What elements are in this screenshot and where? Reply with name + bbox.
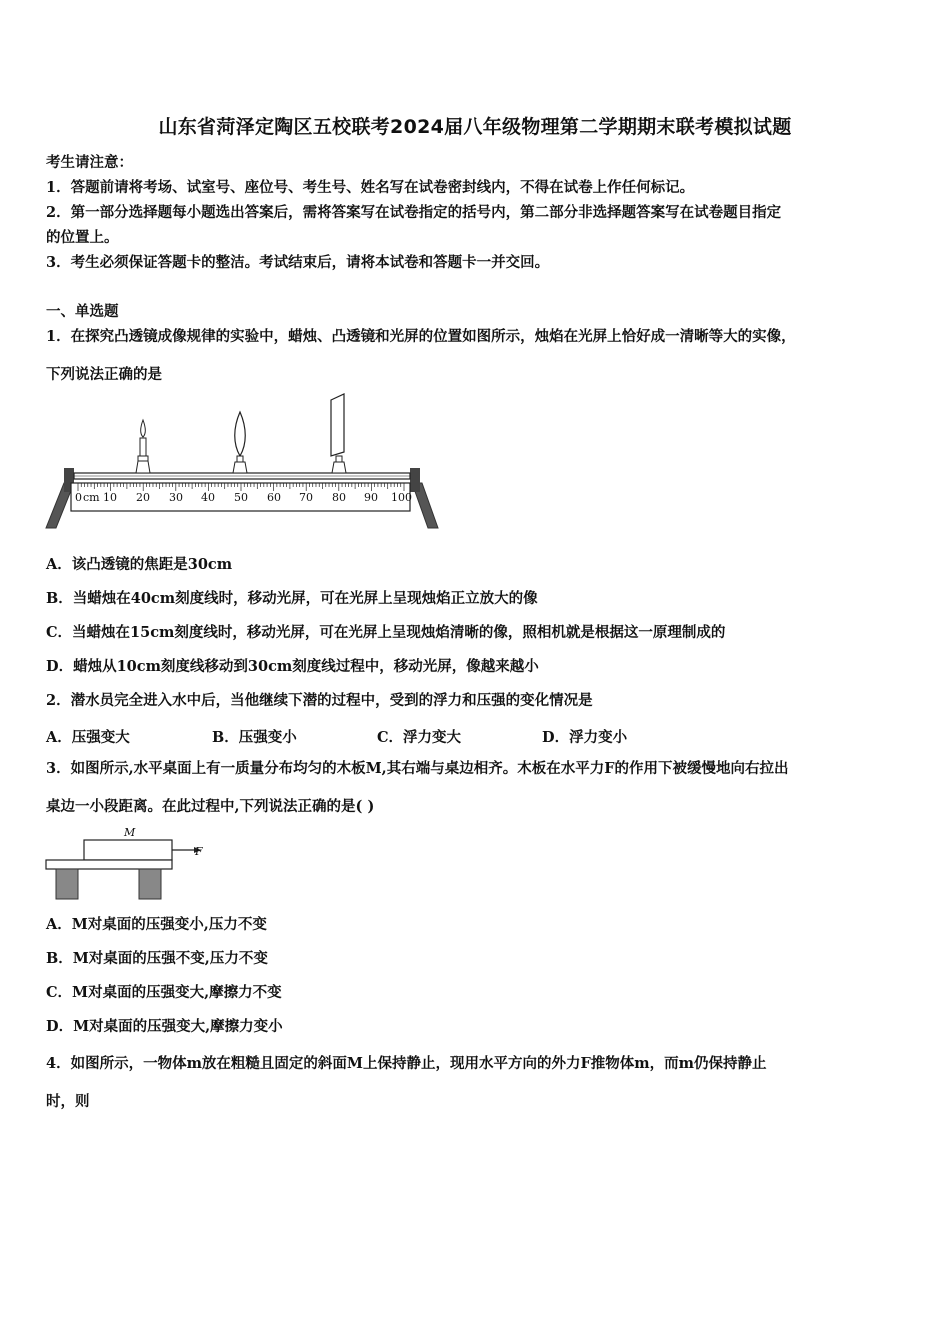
q2-option-c: C．浮力变大 [377, 729, 462, 746]
q2-option-d: D．浮力变小 [542, 729, 628, 746]
notice-item: 的位置上。 [46, 229, 119, 246]
q1-option-b: B．当蜡烛在40cm刻度线时，移动光屏，可在光屏上呈现烛焰正立放大的像 [46, 590, 538, 607]
board [84, 840, 172, 860]
question-1-stem: 1．在探究凸透镜成像规律的实验中，蜡烛、凸透镜和光屏的位置如图所示，烛焰在光屏上恰好成一清晰等大的实像， [46, 328, 796, 345]
optical-bench-figure [44, 390, 440, 532]
q3-option-b: B．M对桌面的压强不变,压力不变 [46, 950, 268, 967]
board-label: M [124, 826, 136, 839]
table-leg [139, 869, 161, 899]
question-4-stem-cont: 时，则 [46, 1093, 90, 1110]
page-title: 山东省菏泽定陶区五校联考2024届八年级物理第二学期期末联考模拟试题 [158, 116, 792, 138]
notice-heading: 考生请注意： [46, 154, 133, 171]
q3-option-d: D．M对桌面的压强变大,摩擦力变小 [46, 1018, 283, 1035]
q1-option-a: A．该凸透镜的焦距是30cm [46, 556, 233, 573]
q1-option-c: C．当蜡烛在15cm刻度线时，移动光屏，可在光屏上呈现烛焰清晰的像，照相机就是根据这一原理制成的 [46, 624, 726, 641]
ruler-label: 10 [103, 491, 117, 504]
ruler-label: cm [83, 491, 100, 504]
question-4-stem: 4．如图所示，一物体m放在粗糙且固定的斜面M上保持静止，现用水平方向的外力F推物体m，而m仍保持静止 [46, 1055, 767, 1072]
light-screen [331, 394, 346, 473]
ruler-label: 100 [391, 491, 412, 504]
ruler-label: 50 [234, 491, 248, 504]
table-top [46, 860, 172, 869]
convex-lens [233, 412, 247, 473]
ruler-label: 90 [364, 491, 378, 504]
question-3-stem: 3．如图所示,水平桌面上有一质量分布均匀的木板M,其右端与桌边相齐。木板在水平力F的作用下被缓慢地向右拉出 [46, 760, 789, 777]
ruler-label: 80 [332, 491, 346, 504]
notice-item: 3．考生必须保证答题卡的整洁。考试结束后，请将本试卷和答题卡一并交回。 [46, 254, 550, 271]
question-3-stem-cont: 桌边一小段距离。在此过程中,下列说法正确的是( ) [46, 798, 375, 815]
force-label: F [195, 845, 203, 858]
ruler-label: 30 [169, 491, 183, 504]
q1-option-d: D．蜡烛从10cm刻度线移动到30cm刻度线过程中，移动光屏，像越来越小 [46, 658, 539, 675]
q3-option-c: C．M对桌面的压强变大,摩擦力不变 [46, 984, 282, 1001]
question-1-stem-cont: 下列说法正确的是 [46, 366, 162, 383]
ruler-label: 40 [201, 491, 215, 504]
section-heading: 一、单选题 [46, 303, 119, 320]
q2-option-b: B．压强变小 [212, 729, 297, 746]
q2-option-a: A．压强变大 [46, 729, 130, 746]
board-table-figure [44, 824, 214, 902]
q3-option-a: A．M对桌面的压强变小,压力不变 [46, 916, 267, 933]
ruler-label: 70 [299, 491, 313, 504]
question-2-stem: 2．潜水员完全进入水中后，当他继续下潜的过程中，受到的浮力和压强的变化情况是 [46, 692, 593, 709]
ruler-label: 20 [136, 491, 150, 504]
ruler-label: 60 [267, 491, 281, 504]
ruler-label: 0 [75, 491, 82, 504]
candle [136, 420, 150, 473]
notice-item: 1．答题前请将考场、试室号、座位号、考生号、姓名写在试卷密封线内，不得在试卷上作任何标记。 [46, 179, 695, 196]
notice-item: 2．第一部分选择题每小题选出答案后，需将答案写在试卷指定的括号内，第二部分非选择题答案写在试卷题目指定 [46, 204, 782, 221]
table-leg [56, 869, 78, 899]
